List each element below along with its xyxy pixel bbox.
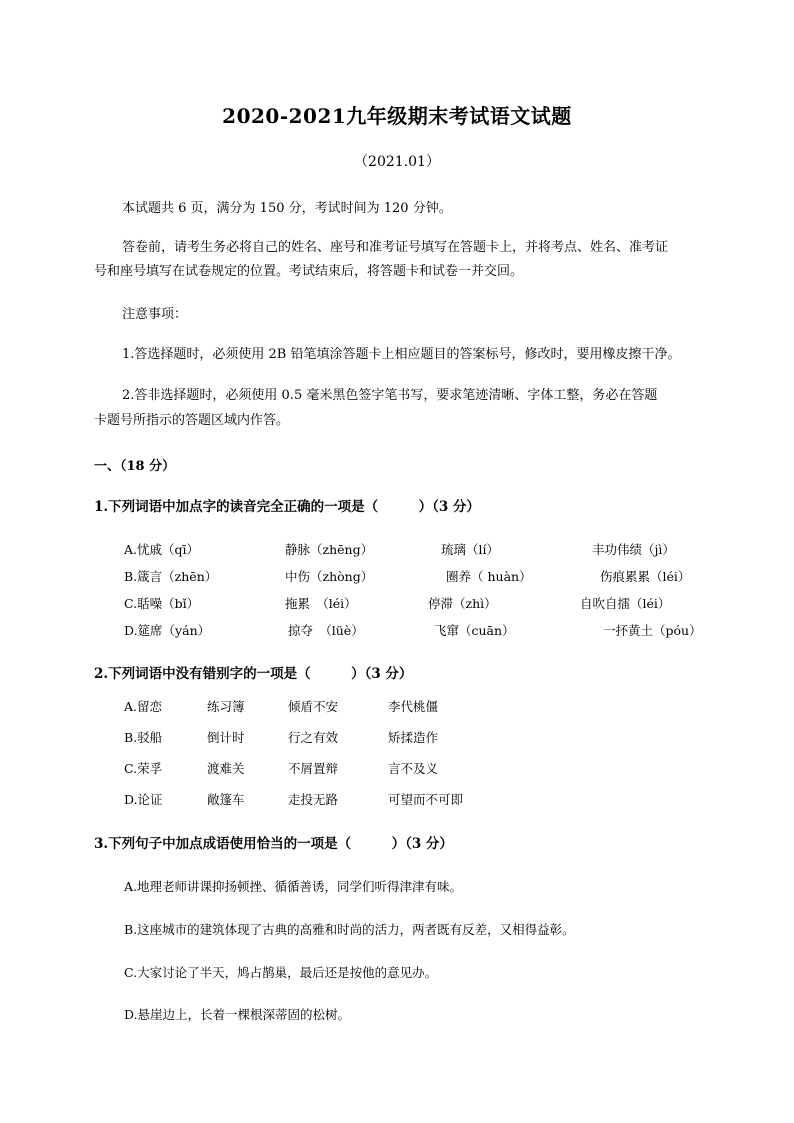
q1-option-b-1: B.箴言（zhēn） [124,569,218,584]
q1-option-a-3: 琉璃（lí） [441,542,499,557]
q3-option-d: D.悬崖边上，长着一棵根深蒂固的松树。 [124,1007,351,1022]
q2-option-c-3: 不屑置辩 [288,761,339,776]
page-title: 2020-2021九年级期末考试语文试题 [222,104,572,128]
question-3-stem: 3.下列句子中加点成语使用恰当的一项是（ ）（3 分） [94,836,453,852]
q2-option-d-4: 可望而不可即 [388,792,464,807]
q1-option-b-3: 圈养（ huàn） [446,569,532,584]
q2-option-b-2: 倒计时 [207,730,245,745]
q2-option-d-1: D.论证 [124,792,163,807]
q1-option-c-2: 拖累 （léi） [285,596,357,611]
q1-option-a-4: 丰功伟绩（jì） [592,542,675,557]
q2-option-d-3: 走投无路 [288,792,339,807]
q1-option-c-4: 自吹自擂（léi） [580,596,671,611]
q2-option-b-1: B.驳船 [124,730,163,745]
notice-heading: 注意事项： [122,307,188,322]
q3-option-a: A.地理老师讲课抑扬顿挫、循循善诱，同学们听得津津有味。 [124,879,463,894]
q2-option-a-1: A.留恋 [124,699,163,714]
intro-line-2a: 答卷前，请考生务必将自己的姓名、座号和准考证号填写在答题卡上，并将考点、姓名、准考证 [122,240,669,255]
q1-option-b-2: 中伤（zhòng） [285,569,374,584]
intro-line-2b: 号和座号填写在试卷规定的位置。考试结束后，将答题卡和试卷一并交回。 [94,264,524,279]
q1-option-d-2: 掠夺 （lüè） [288,623,364,638]
q2-option-c-4: 言不及义 [388,761,439,776]
q1-option-d-3: 飞窜（cuān） [434,623,515,638]
q2-option-a-4: 李代桃僵 [388,699,439,714]
q1-option-c-3: 停滞（zhì） [428,596,497,611]
q2-option-b-4: 矫揉造作 [388,730,439,745]
question-2-stem: 2.下列词语中没有错别字的一项是（ ）（3 分） [94,666,413,682]
q2-option-a-3: 倾盾不安 [288,699,339,714]
q2-option-b-3: 行之有效 [288,730,339,745]
q2-option-c-1: C.荣孚 [124,761,163,776]
q1-option-a-1: A.忧戚（qī） [124,542,200,557]
q2-option-d-2: 敞篷车 [207,792,245,807]
intro-line-1: 本试题共 6 页，满分为 150 分，考试时间为 120 分钟。 [122,201,452,216]
q1-option-a-2: 静脉（zhēng） [285,542,374,557]
q3-option-b: B.这座城市的建筑体现了古典的高雅和时尚的活力，两者既有反差，又相得益彰。 [124,922,575,937]
section-1-heading: 一、（18 分） [94,459,176,474]
note-1: 1.答选择题时，必须使用 2B 铅笔填涂答题卡上相应题目的答案标号，修改时，要用橡皮擦干净。 [122,347,681,362]
q1-option-c-1: C.聒噪（bǐ） [124,596,200,611]
question-1-stem: 1.下列词语中加点字的读音完全正确的一项是（ ）（3 分） [94,499,480,515]
exam-date: （2021.01） [354,154,440,170]
q2-option-c-2: 渡难关 [207,761,245,776]
q1-option-b-4: 伤痕累累（léi） [600,569,691,584]
q3-option-c: C.大家讨论了半天，鸠占鹊巢，最后还是按他的意见办。 [124,965,438,980]
note-2a: 2.答非选择题时，必须使用 0.5 毫米黑色签字笔书写，要求笔迹清晰、字体工整，务必在答题 [122,388,658,403]
q1-option-d-4: 一抔黄土（póu） [603,623,702,638]
q1-option-d-1: D.筵席（yán） [124,623,211,638]
note-2b: 卡题号所指示的答题区域内作答。 [94,413,290,428]
q2-option-a-2: 练习簿 [207,699,245,714]
